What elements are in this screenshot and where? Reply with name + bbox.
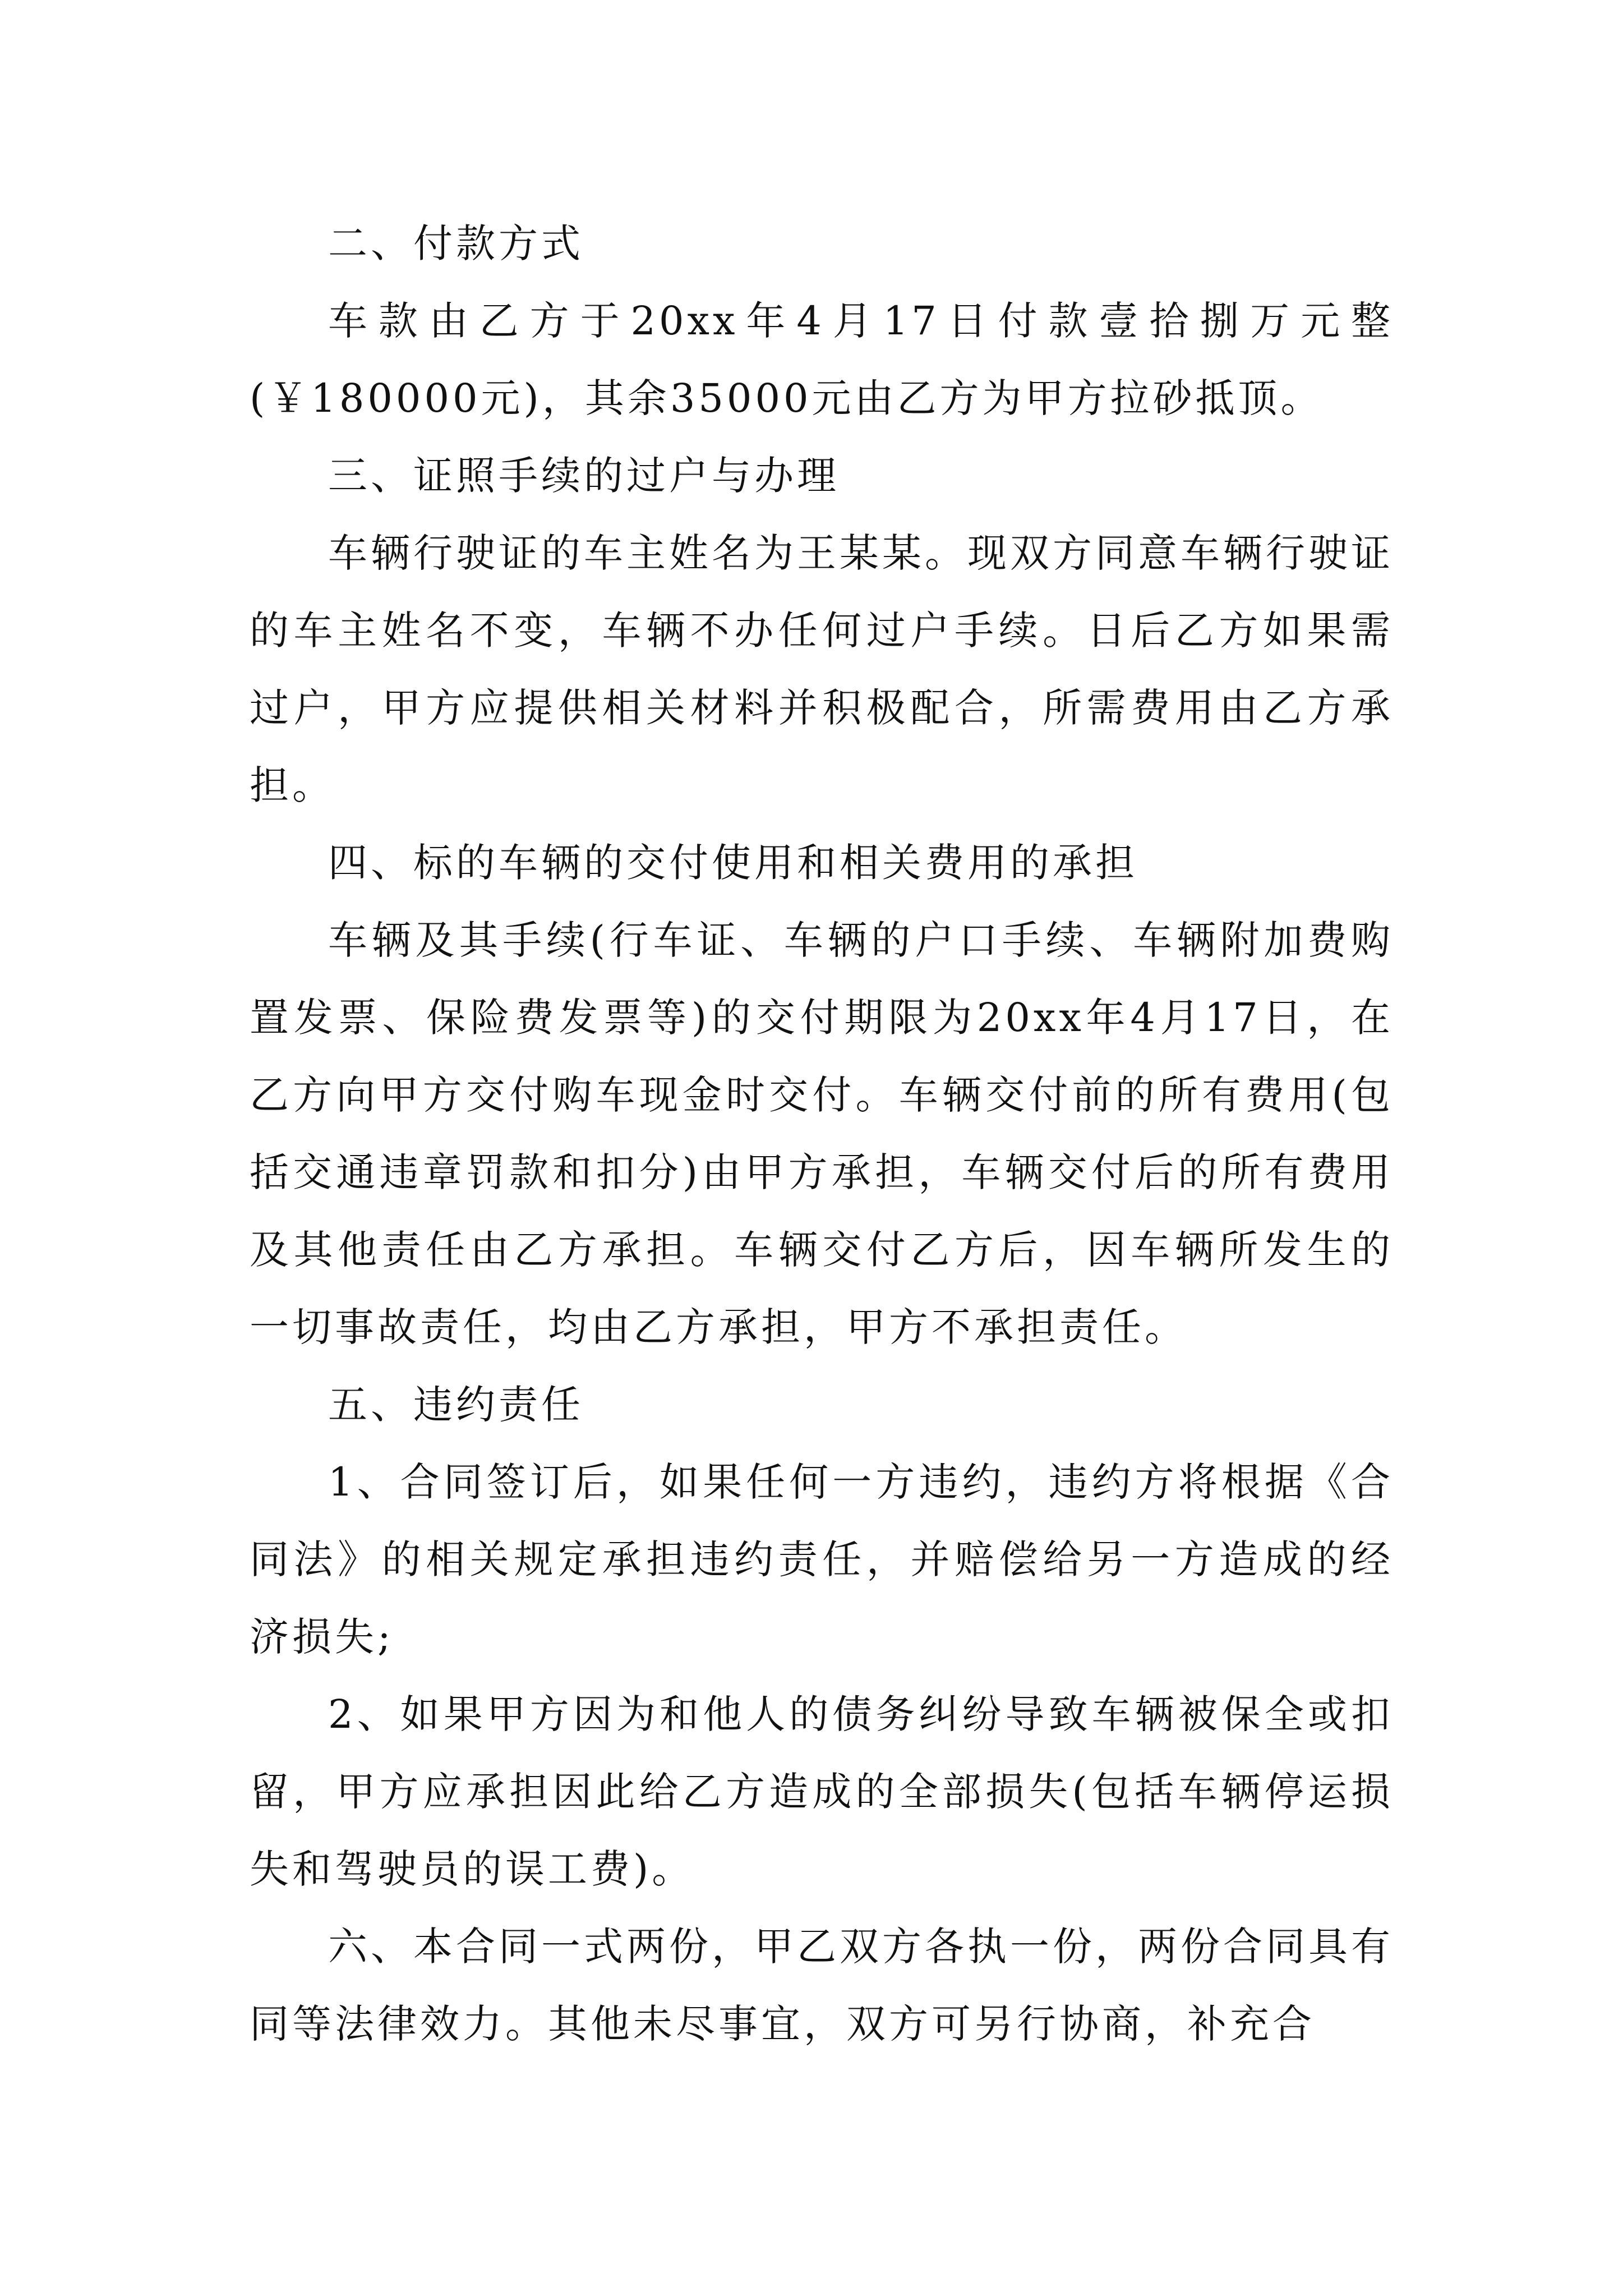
section-heading-delivery: 四、标的车辆的交付使用和相关费用的承担 xyxy=(328,840,1138,886)
section-heading-transfer: 三、证照手续的过户与办理 xyxy=(328,453,840,499)
section-heading-liability: 五、违约责任 xyxy=(328,1382,584,1428)
paragraph-copies-clause: 六、本合同一式两份，甲乙双方各执一份，两份合同具有同等法律效力。其他未尽事宜，双方可另行协商，补充合 xyxy=(250,1924,1394,2047)
paragraph-liability-item-1: 1、合同签订后，如果任何一方违约，违约方将根据《合同法》的相关规定承担违约责任，并赔偿给另一方造成的经济损失; xyxy=(250,1459,1394,1660)
section-heading-payment: 二、付款方式 xyxy=(328,220,584,266)
document-body xyxy=(250,205,1394,2063)
paragraph-transfer-terms: 车辆行驶证的车主姓名为王某某。现双方同意车辆行驶证的车主姓名不变，车辆不办任何过户手续。日后乙方如果需过户，甲方应提供相关材料并积极配合，所需费用由乙方承担。 xyxy=(250,530,1394,808)
paragraph-payment-terms: 车款由乙方于20xx年4月17日付款壹拾捌万元整(￥180000元)，其余35000元由乙方为甲方拉砂抵顶。 xyxy=(250,298,1394,421)
paragraph-delivery-terms: 车辆及其手续(行车证、车辆的户口手续、车辆附加费购置发票、保险费发票等)的交付期限为20xx年4月17日，在乙方向甲方交付购车现金时交付。车辆交付前的所有费用(包括交通违章罚款和扣分)由甲方承担，车辆交付后的所有费用及其他责任由乙方承担。车辆交付乙方后，因车辆所发生的一切事故责任，均由乙方承担，甲方不承担责任。 xyxy=(250,917,1394,1350)
paragraph-liability-item-2: 2、如果甲方因为和他人的债务纠纷导致车辆被保全或扣留，甲方应承担因此给乙方造成的全部损失(包括车辆停运损失和驾驶员的误工费)。 xyxy=(250,1691,1394,1892)
